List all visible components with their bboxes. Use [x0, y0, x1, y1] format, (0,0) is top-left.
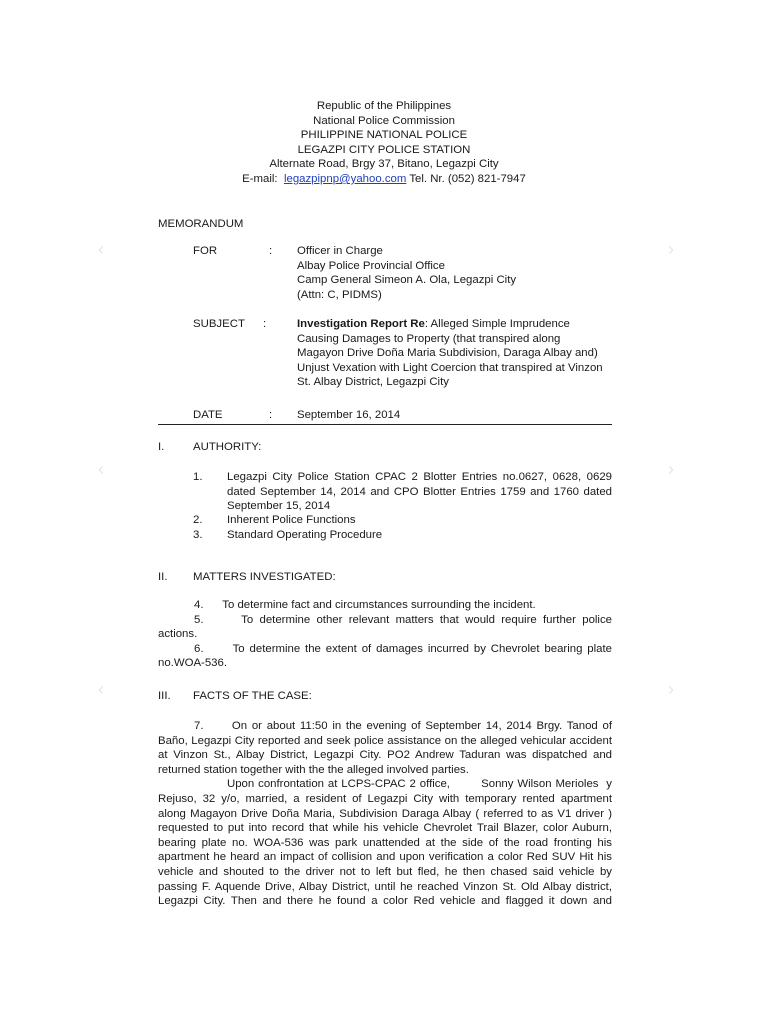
date-colon: : — [269, 409, 273, 421]
matter-item: 5. To determine other relevant matters that would require further police — [194, 613, 612, 626]
subject-text — [297, 317, 603, 390]
facts-paragraph — [158, 719, 612, 909]
section-title: AUTHORITY: — [193, 441, 262, 453]
section-number: I. — [158, 441, 165, 453]
list-item-number: 2. — [193, 514, 203, 526]
divider-rule — [158, 424, 612, 425]
section-title: FACTS OF THE CASE: — [193, 690, 312, 702]
chevron-left-icon[interactable]: ‹ — [98, 679, 104, 699]
for-line: Albay Police Provincial Office — [297, 259, 445, 272]
list-item-line: September 15, 2014 — [227, 500, 331, 513]
subject-line: St. Albay District, Legazpi City — [297, 376, 449, 389]
chevron-right-icon[interactable]: › — [668, 679, 674, 699]
subject-rest: : Alleged Simple Imprudence — [424, 318, 570, 330]
list-item-line: Legazpi City Police Station CPAC 2 Blotter Entries no.0627, 0628, 0629 — [227, 471, 612, 483]
memo-heading: MEMORANDUM — [158, 218, 244, 230]
subject-line: Magayon Drive Doña Maria Subdivision, Daraga Albay and) — [297, 347, 598, 360]
for-line: (Attn: C, PIDMS) — [297, 288, 382, 301]
list-item-line: Inherent Police Functions — [227, 514, 356, 526]
facts-line: requested to put into record that while his vehicle Chevrolet Trail Blazer, color Auburn, — [158, 822, 612, 835]
facts-line: Legazpi City. Then and there he found a color Red vehicle and flagged it down and — [158, 895, 612, 908]
subject-line: Unjust Vexation with Light Coercion that transpired at Vinzon — [297, 361, 603, 374]
for-label: FOR — [193, 245, 218, 257]
chevron-right-icon[interactable]: › — [668, 459, 674, 479]
for-line: Camp General Simeon A. Ola, Legazpi City — [297, 274, 517, 287]
list-item-line: Standard Operating Procedure — [227, 529, 383, 541]
letterhead-line: National Police Commission — [313, 114, 455, 127]
subject-label: SUBJECT — [193, 318, 245, 330]
facts-line: passing F. Aquende Drive, Albay District, until he reached Vinzon St. Old Albay district, — [158, 880, 612, 893]
facts-line: 7. On or about 11:50 in the evening of September 14, 2014 Brgy. Tanod of — [194, 720, 612, 732]
facts-line: returned station together with the the alleged involved parties. — [158, 763, 469, 776]
letterhead-line: Republic of the Philippines — [316, 100, 452, 112]
facts-line: apartment he heard an impact of collision and upon verification a color Red SUV Hit his — [158, 851, 612, 864]
date-label: DATE — [193, 409, 223, 421]
letterhead — [0, 99, 768, 187]
subject-line — [297, 317, 603, 332]
contact-line — [0, 172, 768, 187]
list-item — [227, 470, 612, 514]
matters-list — [158, 598, 612, 671]
letterhead-line: Alternate Road, Brgy 37, Bitano, Legazpi City — [269, 158, 499, 171]
section-title: MATTERS INVESTIGATED: — [193, 571, 336, 583]
subject-colon: : — [263, 318, 267, 330]
chevron-left-icon[interactable]: ‹ — [98, 239, 104, 259]
matter-item: 6. To determine the extent of damages incurred by Chevrolet bearing plate — [194, 642, 612, 655]
email-label: E-mail: — [242, 172, 278, 185]
chevron-left-icon[interactable]: ‹ — [98, 459, 104, 479]
facts-line: at Vinzon St., Albay District, Legazpi City. PO2 Andrew Taduran was dispatched and — [158, 749, 612, 762]
facts-line: Rejuso, 32 y/o, married, a resident of Legazpi City with temporary rented apartment — [158, 792, 612, 805]
matter-item: 4. To determine fact and circumstances surrounding the incident. — [194, 599, 536, 611]
letterhead-line: LEGAZPI CITY POLICE STATION — [297, 143, 471, 156]
section-number: III. — [158, 690, 171, 702]
email-link[interactable]: legazpipnp@yahoo.com — [283, 172, 407, 185]
subject-bold: Investigation Report Re — [297, 318, 425, 330]
section-number: II. — [158, 571, 168, 583]
subject-line: Causing Damages to Property (that transpired along — [297, 332, 561, 345]
matter-item-cont: actions. — [158, 628, 198, 641]
facts-line: Upon confrontation at LCPS-CPAC 2 office, Sonny Wilson Merioles y — [227, 778, 612, 791]
facts-line: vehicle and shouted to the driver not to left but fled, he then chased said vehicle by — [158, 865, 612, 878]
letterhead-line: PHILIPPINE NATIONAL POLICE — [300, 129, 468, 142]
chevron-right-icon[interactable]: › — [668, 239, 674, 259]
for-line: Officer in Charge — [297, 245, 383, 257]
facts-line: along Magayon Drive Doña Maria, Subdivision Daraga Albay ( referred to as V1 driver ) — [158, 807, 612, 820]
facts-line: bearing plate no. WOA-536 was park unattended at the side of the road fronting his — [158, 836, 612, 849]
list-item-number: 3. — [193, 529, 203, 541]
for-recipient — [297, 244, 516, 302]
telephone: Tel. Nr. (052) 821-7947 — [409, 172, 526, 185]
facts-line: Baño, Legazpi City reported and seek police assistance on the alleged vehicular accident — [158, 734, 612, 747]
matter-item-cont: no.WOA-536. — [158, 657, 228, 670]
list-item-line: dated September 14, 2014 and CPO Blotter Entries 1759 and 1760 dated — [227, 485, 612, 498]
for-colon: : — [269, 245, 273, 257]
date-value: September 16, 2014 — [297, 409, 401, 421]
list-item-number: 1. — [193, 471, 203, 483]
